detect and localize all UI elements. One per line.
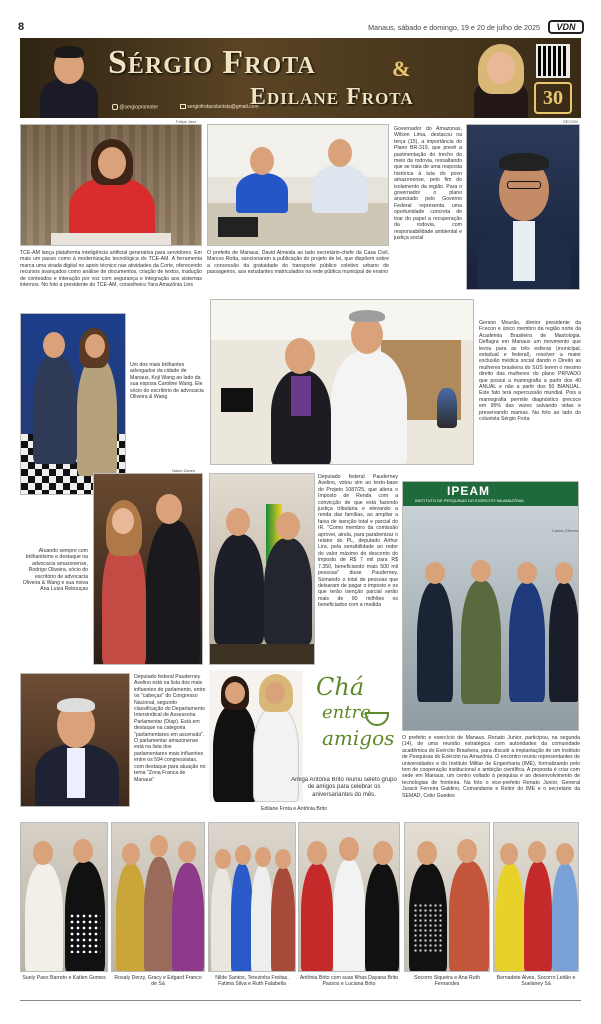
caption-cha: Amiga Antônia Brito reuniu seleto grupo de amigos para celebrar os aniversariantes do mês. <box>291 777 397 798</box>
photo-koji-wang <box>20 313 126 495</box>
caption-governador: Governador do Amazonas, Wilson Lima, destacou na terça (15), a importância do Plano BR-319, que prevê a pavimentação do trecho do meio da rodovia, ressaltando que se trata de uma resposta histórica à luta do povo amazonense, pelo fim do isolamento da região. Para o governador o plano anunciado pelo Governo Federal representa uma oportunidade concreta de tirar do papel a recuperação da rodovia, com responsabilidade ambiental e justiça social <box>394 126 462 241</box>
ipeam-sign: IPEAM <box>447 484 491 498</box>
bottom-caption-5: Socorro Siqueira e Ana Ruth Fernandes <box>414 975 480 988</box>
page-header <box>18 20 584 36</box>
mail-icon <box>180 104 186 109</box>
bottom-caption-4: Antônia Brito com suas filhas Dayana Brito Passos e Luciana Brito <box>299 975 399 988</box>
bottom-caption-6: Bernadete Alves, Socorro Leitão e Suelaney Sá <box>496 975 576 988</box>
photo-governador <box>466 124 580 290</box>
bottom-photo-5 <box>404 822 490 972</box>
credit-natan: Natan Zanes <box>172 468 195 473</box>
anniversary-badge: 30 <box>534 82 572 114</box>
instagram-icon <box>112 104 118 110</box>
photo-rodrigo <box>93 473 203 665</box>
instagram-handle: @sergiopromoter <box>112 104 158 110</box>
cha-title-3: amigos <box>322 726 395 750</box>
columnist-photo-sergio <box>34 42 104 118</box>
photo-ipeam <box>402 481 579 731</box>
caption-renato: O prefeito e exercício de Manaus, Renato Junior, participou, na segunda (14), de uma reunião estratégica com autoridades da comunidade acadêmica do Exército Brasileira, para discutir a implantação de um Instituto de Pesquisas do Exército na Amazônia. O encontro reuniu representantes de universidades e do Instituto Militar de Engenharia (IME), formalizando pelo tom de cooperação institucional e ambição científica. A proposta é criar com sede em Manaus, um centro voltado à pesquisa e ao desenvolvimento de tecnologias de fronteira. Na foto o vice-prefeito Renato Junior, General Juracir Ferreira Galdino, Comandante e Reitor do IME e o secretário da SEMAD, Celio Guedes <box>402 735 580 799</box>
caption-gerson: Gerson Mourão, diretor presidente da Fcecon e único membro da região norte da Academia Brasileira de Mastologia. Deflagra em Manaus um movimento que levou para as três esferas (municipal, estadual e federal), resolver a maior exclusão médica social dando o Direito as mulheres brasileira do SUS terem o mesmo direito das mulheres do plano PRIVADO que possui a mamografia a partir dos 40 ANUAL e não a partir dos 50 BIANUAL. Este fato terá repercussão mundial. Pois a mamografia permite diagnóstico precoce em 95% das vezes salvando vidas e preservando mamas. Na foto ao lado do colunista Sérgio Frota <box>479 320 581 423</box>
credit-secom: SECOM <box>563 119 578 124</box>
photo-pauderney-diap <box>20 673 130 807</box>
caption-tce: TCE-AM lança plataforma inteligência artificial generativa para servidores. Em mais um passo como à modernização tecnológica do TCE-AM. A ferramenta marca uma virada digital no apoio técnico nas atividades da Corte, oferecendo recursos avançados como análise de documentos, criação de textos, tradução de conteúdos e interação por voz com segurança e integração aos sistemas internos. No foto a presidente do TCE-AM, conselheira Yara Amazônia Lins <box>20 250 202 289</box>
bottom-photo-3 <box>208 822 296 972</box>
photo-pauderney-lira <box>209 473 315 665</box>
bottom-caption-2: Rosaly Derzy, Gracy e Edgard Franco de Sá <box>114 975 202 988</box>
bottom-photo-4 <box>298 822 400 972</box>
banner-ampersand: & <box>392 56 411 81</box>
caption-rodrigo: Atuando sempre com brilhantismo e destaque na advocacia amazonense, Rodrigo Oliveira, sócio do escritório de advocacia Oliveira & Wang e sua noiva Ana Luiza Rebouças <box>22 548 88 593</box>
column-banner <box>20 38 581 118</box>
dateline: Manaus, sábado e domingo, 19 e 20 de julho de 2025 <box>368 23 540 32</box>
caption-edilane-antonia: Edilane Frota e Antônia Brito <box>260 806 328 812</box>
cha-title-1: Chá <box>316 673 365 701</box>
banner-title-2: Edilane Frota <box>250 84 414 110</box>
photo-edilane-antonia <box>209 670 303 802</box>
cha-title-2: entre <box>322 702 371 723</box>
bottom-caption-1: Suely Paes Barreto e Katlen Gomes <box>22 975 106 981</box>
photo-tce-president <box>20 124 202 246</box>
teacup-icon <box>365 712 389 726</box>
caption-pauderney: Deputado federal Pauderney Avelino, votou sim ao texto-base do Projeto 1087/25, que altera o Imposto de Renda com a convicção de que está fazendo justiça tributária e elevando a renda das famílias, ao ampliar a faixa de isenção total e parcial do IR. "Como membro da comissão aprovei, ainda, para parabenizar o relator do PL, deputado Arthur Lira, pela sensibilidade ao redor do valor máximo do desconto do imposto de R$ 7 mil para R$ 7.350, beneficiando mais 500 mil pessoas" disse Pauderney. Somando o total de pessoas que deixaram de pagar o imposto e os que terão isenção parcial serão mais de 90 milhões os beneficiados com a medida <box>318 474 398 609</box>
ipeam-sign-sub: INSTITUTO DE PESQUISAS DO EXÉRCITO NA AMAZÔNIA <box>415 498 524 503</box>
qr-code <box>536 44 570 78</box>
bottom-caption-3: Nilde Santos, Terezinha Freitas, Fatima Silva e Ruth Falabella <box>215 975 289 988</box>
newspaper-logo: VDN <box>548 20 584 34</box>
photo-prefeito-david <box>207 124 389 246</box>
credit-felipe: Felipe Jazz <box>176 119 197 124</box>
bottom-photo-6 <box>493 822 579 972</box>
bottom-photo-1 <box>20 822 108 972</box>
banner-title-1: Sérgio Frota <box>108 44 316 81</box>
photo-gerson <box>210 299 474 465</box>
caption-koji: Um dos mais brilhantes advogados da cidade de Manaus, Koji Wang ao lado da sua esposa Caroline Wang. Ele sócio do escritório de advocacia Oliveira & Wang <box>130 362 204 401</box>
bottom-rule <box>20 1000 581 1001</box>
columnist-photo-edilane <box>466 40 536 118</box>
caption-prefeito-david: O prefeito de Manaus, David Almeida ao lado secretário-chefe da Casa Civil, Marcos Rotta, sancionaram a publicação do projeto de lei, que dispõem sobre a concessão da gratuidade do transporte público coletivo urbano de passageiros, aos estudantes matriculados na rede pública municipal de ensino <box>207 250 389 276</box>
page-number: 8 <box>18 21 25 33</box>
credit-carlos: Carlos Oliveira <box>552 528 579 533</box>
email-address: sergiofrotacolunista@gmail.com <box>180 104 259 110</box>
caption-pauderney-diap: Deputado federal Pauderney Avelino está na lista dos mais influentes do parlamento, entre os "cabeças" do Congresso Nacional, segundo classificação do Departamento Intersindical de Assessoria Parlamentar (Diap). Está em destaque na categoria "parlamentares em ascensão". O parlamentar amazonense está na lista dos parlamentares mais influentes entre os 594 congressistas, com destaque para atuação no tema "Zona Franca de Manaus" <box>134 674 206 783</box>
bottom-photo-2 <box>111 822 205 972</box>
